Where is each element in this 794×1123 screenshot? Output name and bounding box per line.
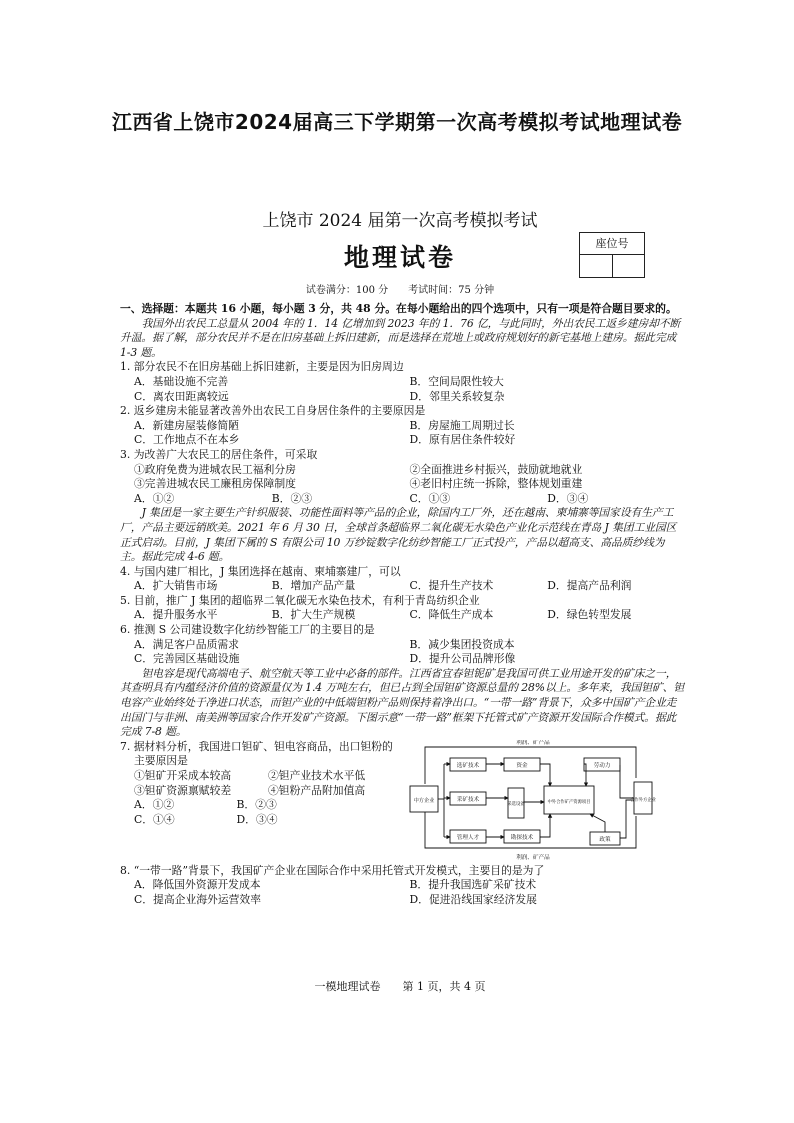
passage-3: 钽电容是现代高端电子、航空航天等工业中必备的部件。江西省宜春钽铌矿是我国可供工业用途开发的矿床之一，其查明具有内蕴经济价值的资源量仅为 1.4 万吨左右，但已占到全国钽矿资源总量的 28%以上。多年来，我国钽矿、钽电容产业始终处于净进口状态，而钽产业的中低端钽粉产品则保持着净出口。“一带一路”背景下，众多中国矿产企业走出国门与非洲、南美洲等国家合作开发矿产资源。下图示意“一带一路”框架下托管式矿产资源开发国际合作模式。据此完成 7-8 题。: [120, 666, 685, 739]
question-5-stem: 5. 目前，推广 J 集团的超临界二氧化碳无水染色技术，有利于青岛纺织企业: [120, 593, 480, 607]
question-5-options: [120, 608, 685, 623]
option-b: B．②③: [236, 798, 277, 812]
option-c: C．提高企业海外运营效率: [134, 893, 262, 906]
question-8-options: [120, 878, 685, 907]
project-label: 中外合作矿产资源项目: [547, 799, 591, 805]
option-b: B．空间局限性较大: [409, 374, 504, 388]
assist-label: 勘探技术: [510, 834, 534, 841]
option-b: B．提升我国选矿采矿技术: [409, 878, 537, 892]
exam-subtitle: 上饶市 2024 届第一次高考模拟考试: [262, 211, 538, 231]
option-d: D．③④: [547, 491, 589, 505]
statement-1: ①钽矿开采成本较高: [134, 769, 232, 782]
tech2-label: 采矿技术: [456, 796, 480, 803]
top-flow-label: 利润、矿产品: [516, 739, 550, 746]
option-c: C．离农田距离较远: [134, 389, 229, 403]
option-b: B．扩大生产规模: [271, 608, 356, 622]
option-a: A．①②: [134, 798, 175, 812]
option-a: A．基础设施不完善: [134, 374, 229, 388]
question-4-options: [120, 579, 685, 594]
policy-label: 政策: [599, 836, 611, 843]
option-c: C．降低生产成本: [409, 608, 494, 622]
question-7-with-diagram: [120, 740, 685, 864]
statement-3: ③钽矿资源禀赋较差: [134, 783, 232, 797]
option-c: C．完善园区基础设施: [134, 652, 240, 666]
tech1-label: 选矿技术: [456, 762, 480, 769]
passage-1: 我国外出农民工总量从 2004 年的 1．14 亿增加到 2023 年的 1．76 亿，与此同时，外出农民工返乡建房却不断升温。据了解，部分农民并不是在旧房基础上拆旧建新，而是选择在荒地上或政府规划好的新宅基地上建房。据此完成 1-3 题。: [120, 316, 681, 359]
equipment-label: 采选设备: [507, 801, 525, 807]
statement-3: ③完善进城农民工廉租房保障制度: [134, 477, 296, 491]
statement-2: ②钽产业技术水平低: [268, 769, 366, 782]
cooperation-model-diagram: [408, 740, 658, 864]
question-8-stem: 8. “一带一路”背景下，我国矿产企业在国际合作中采用托管式开发模式，主要目的是为了: [120, 863, 545, 877]
exam-title: 地理试卷: [343, 243, 456, 272]
option-d: D．促进沿线国家经济发展: [409, 893, 537, 906]
exam-info: 试卷满分：100 分 考试时间：75 分钟: [305, 285, 495, 296]
question-1-options: [120, 375, 685, 404]
question-3-options: [120, 492, 685, 507]
page-footer: 一模地理试卷 第 1 页，共 4 页: [314, 980, 486, 993]
option-a: A．①②: [134, 491, 175, 505]
option-d: D．原有居住条件较好: [409, 433, 516, 447]
option-d: D．邻里关系较复杂: [409, 389, 505, 403]
document-header-title: 江西省上饶市2024届高三下学期第一次高考模拟考试地理试卷: [111, 110, 683, 134]
option-b: B．减少集团投资成本: [409, 637, 515, 651]
question-7-options: [120, 798, 339, 827]
option-c: C．①③: [409, 491, 451, 505]
tech3-label: 管理人才: [456, 834, 480, 841]
statement-4: ④老旧村庄统一拆除，整体规划重建: [409, 477, 583, 491]
option-b: B．房屋施工周期过长: [409, 418, 515, 432]
scanned-exam-page: [120, 192, 685, 993]
option-a: A．降低国外资源开发成本: [134, 878, 261, 892]
exam-content: [120, 302, 685, 908]
statement-1: ①政府免费为进城农民工福利分房: [134, 462, 296, 476]
option-d: D．③④: [236, 812, 278, 826]
question-4-stem: 4. 与国内建厂相比，J 集团选择在越南、柬埔寨建厂，可以: [120, 564, 401, 578]
seat-number-cells: [580, 255, 644, 277]
foreign-enterprise-label: 合作外方企业: [630, 797, 656, 803]
option-a: A．新建房屋装修简陋: [134, 418, 239, 432]
statement-2: ②全面推进乡村振兴，鼓励就地就业: [409, 462, 583, 476]
option-a: A．扩大销售市场: [134, 579, 218, 593]
option-b: B．②③: [271, 491, 313, 505]
option-d: D．提升公司品牌形像: [409, 652, 516, 666]
question-2-stem: 2. 返乡建房未能显著改善外出农民工自身居住条件的主要原因是: [120, 404, 426, 418]
seat-number-box: [579, 232, 645, 278]
option-d: D．提高产品利润: [547, 579, 632, 593]
option-b: B．增加产品产量: [271, 579, 356, 593]
option-c: C．①④: [134, 812, 175, 826]
option-a: A．提升服务水平: [134, 608, 218, 622]
option-a: A．满足客户品质需求: [134, 637, 239, 651]
question-3-statements: [120, 463, 685, 492]
question-6-stem: 6. 推测 S 公司建设数字化纺纱智能工厂的主要目的是: [120, 623, 375, 637]
option-d: D．绿色转型发展: [547, 608, 632, 622]
question-7-statements: [120, 769, 402, 798]
section-heading: 一、选择题：本题共 16 小题，每小题 3 分，共 48 分。在每小题给出的四个选项中，只有一项是符合题目要求的。: [120, 302, 677, 315]
statement-4: ④钽粉产品附加值高: [268, 783, 366, 797]
question-3-stem: 3. 为改善广大农民工的居住条件，可采取: [120, 447, 318, 461]
labor-label: 劳动力: [593, 762, 611, 769]
question-7-stem: 7. 据材料分析，我国进口钽矿、钽电容商品，出口钽粉的主要原因是: [120, 739, 393, 768]
funds-label: 资金: [516, 762, 528, 769]
seat-number-label: 座位号: [580, 233, 644, 255]
china-enterprise-label: 中方企业: [413, 797, 435, 804]
question-6-options: [120, 638, 685, 667]
passage-2: J 集团是一家主要生产针织服装、功能性面料等产品的企业，除国内工厂外，还在越南、柬埔寨等国家设有生产工厂，产品主要远销欧美。2021 年 6 月 30 日，全球首条超临界二氧化碳无水染色产业化示范线在青岛 J 集团工业园区正式启动。目前，J 集团下属的 S 有限公司 10 万纱锭数字化纺纱智能工厂正式投产，产品以超高支、高品质纱线为主。据此完成 4-6 题。: [120, 506, 677, 564]
question-2-options: [120, 419, 685, 448]
option-c: C．工作地点不在本乡: [134, 433, 240, 447]
bottom-flow-label: 利润、矿产品: [516, 854, 550, 861]
option-c: C．提升生产技术: [409, 579, 494, 593]
question-7: [120, 740, 402, 864]
question-1-stem: 1. 部分农民不在旧房基础上拆旧建新，主要是因为旧房周边: [120, 360, 404, 374]
